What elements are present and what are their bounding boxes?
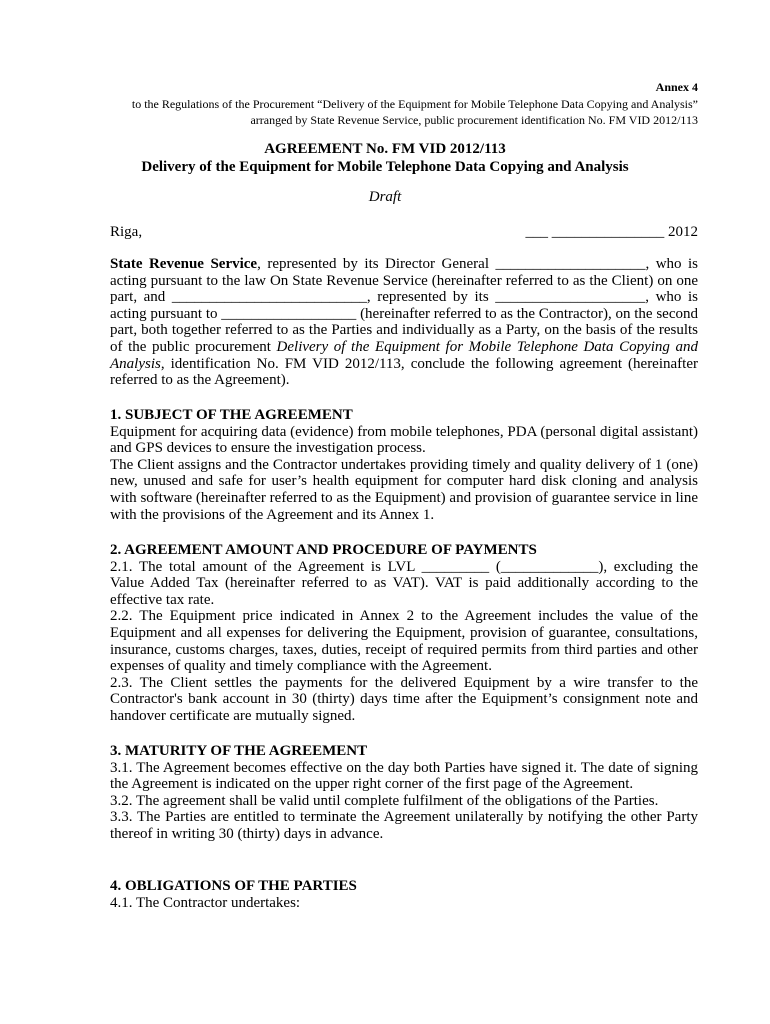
annex-subtitle: to the Regulations of the Procurement “Delivery of the Equipment for Mobile Telephone Data Copying and Analysis” arranged by State Revenue Service, public procurement identification No. FM VID 2012/113 — [131, 97, 698, 127]
section-paragraph: 4.1. The Contractor undertakes: — [110, 894, 301, 911]
intro-paragraph — [110, 256, 698, 389]
date-line: ___ _______________ 2012 — [525, 224, 698, 240]
place: Riga, — [110, 224, 143, 240]
section-paragraph: 2.1. The total amount of the Agreement is LVL _________ (_____________), excluding the Value Added Tax (hereinafter referred to as VAT). VAT is paid additionally according to the effective tax rate. — [110, 558, 698, 608]
section-heading: 2. AGREEMENT AMOUNT AND PROCEDURE OF PAYMENTS — [110, 542, 537, 558]
section-payments — [110, 542, 698, 725]
section-paragraph: The Client assigns and the Contractor undertakes providing timely and quality delivery of 1 (one) new, unused and safe for user’s health equipment for computer hard disk cloning and analysis with software (hereinafter referred to as the Equipment) and provision of guarantee service in line with the provisions of the Agreement and its Annex 1. — [110, 456, 698, 523]
section-heading: 4. OBLIGATIONS OF THE PARTIES — [110, 878, 357, 894]
section-paragraph: 3.3. The Parties are entitled to terminate the Agreement unilaterally by notifying the other Party thereof in writing 30 (thirty) days in advance. — [110, 809, 698, 842]
section-paragraph: 3.1. The Agreement becomes effective on the day both Parties have signed it. The date of signing the Agreement is indicated on the upper right corner of the first page of the Agreement. — [110, 759, 698, 793]
agreement-number: AGREEMENT No. FM VID 2012/113 — [264, 141, 506, 157]
section-paragraph: 3.2. The agreement shall be valid until complete fulfilment of the obligations of the Parties. — [110, 792, 659, 809]
section-subject — [110, 407, 698, 523]
section-paragraph: 2.3. The Client settles the payments for the delivered Equipment by a wire transfer to the Contractor's bank account in 30 (thirty) days time after the Equipment’s consignment note and handover certificate are mutually signed. — [110, 674, 698, 724]
agreement-subject: Delivery of the Equipment for Mobile Telephone Data Copying and Analysis — [141, 159, 629, 175]
section-obligations — [110, 878, 698, 911]
procurement-name: Delivery of the Equipment for Mobile Telephone Data Copying and Analysis — [110, 338, 698, 372]
annex-label: Annex 4 — [655, 80, 698, 94]
agreement-title — [0, 140, 770, 176]
section-maturity — [110, 743, 698, 843]
section-heading: 1. SUBJECT OF THE AGREEMENT — [110, 407, 353, 423]
section-paragraph: 2.2. The Equipment price indicated in Annex 2 to the Agreement includes the value of the Equipment and all expenses for delivering the Equipment, provision of guarantee, consultations, insurance, customs charges, taxes, duties, receipt of required permits from third parties and other expenses of quality and timely compliance with the Agreement. — [110, 608, 698, 675]
section-paragraph: Equipment for acquiring data (evidence) from mobile telephones, PDA (personal digital assistant) and GPS devices to ensure the investigation process. — [110, 423, 698, 457]
draft-label: Draft — [368, 189, 402, 205]
client-name: State Revenue Service — [110, 256, 258, 272]
intro-text-2: , identification No. FM VID 2012/113, conclude the following agreement (hereinafter referred to as the Agreement). — [110, 355, 698, 389]
intro-text-1: , represented by its Director General ____________________, who is acting pursuant to the law On State Revenue Service (hereinafter referred to as the Client) on one part, and __________________________, represented by its ____________________, who is acting pursuant to __________________ (hereinafter referred to as the Contractor), on the second part, both together referred to as the Parties and individually as a Party, on the basis of the results of the public procurement — [110, 256, 699, 355]
section-heading: 3. MATURITY OF THE AGREEMENT — [110, 743, 368, 759]
